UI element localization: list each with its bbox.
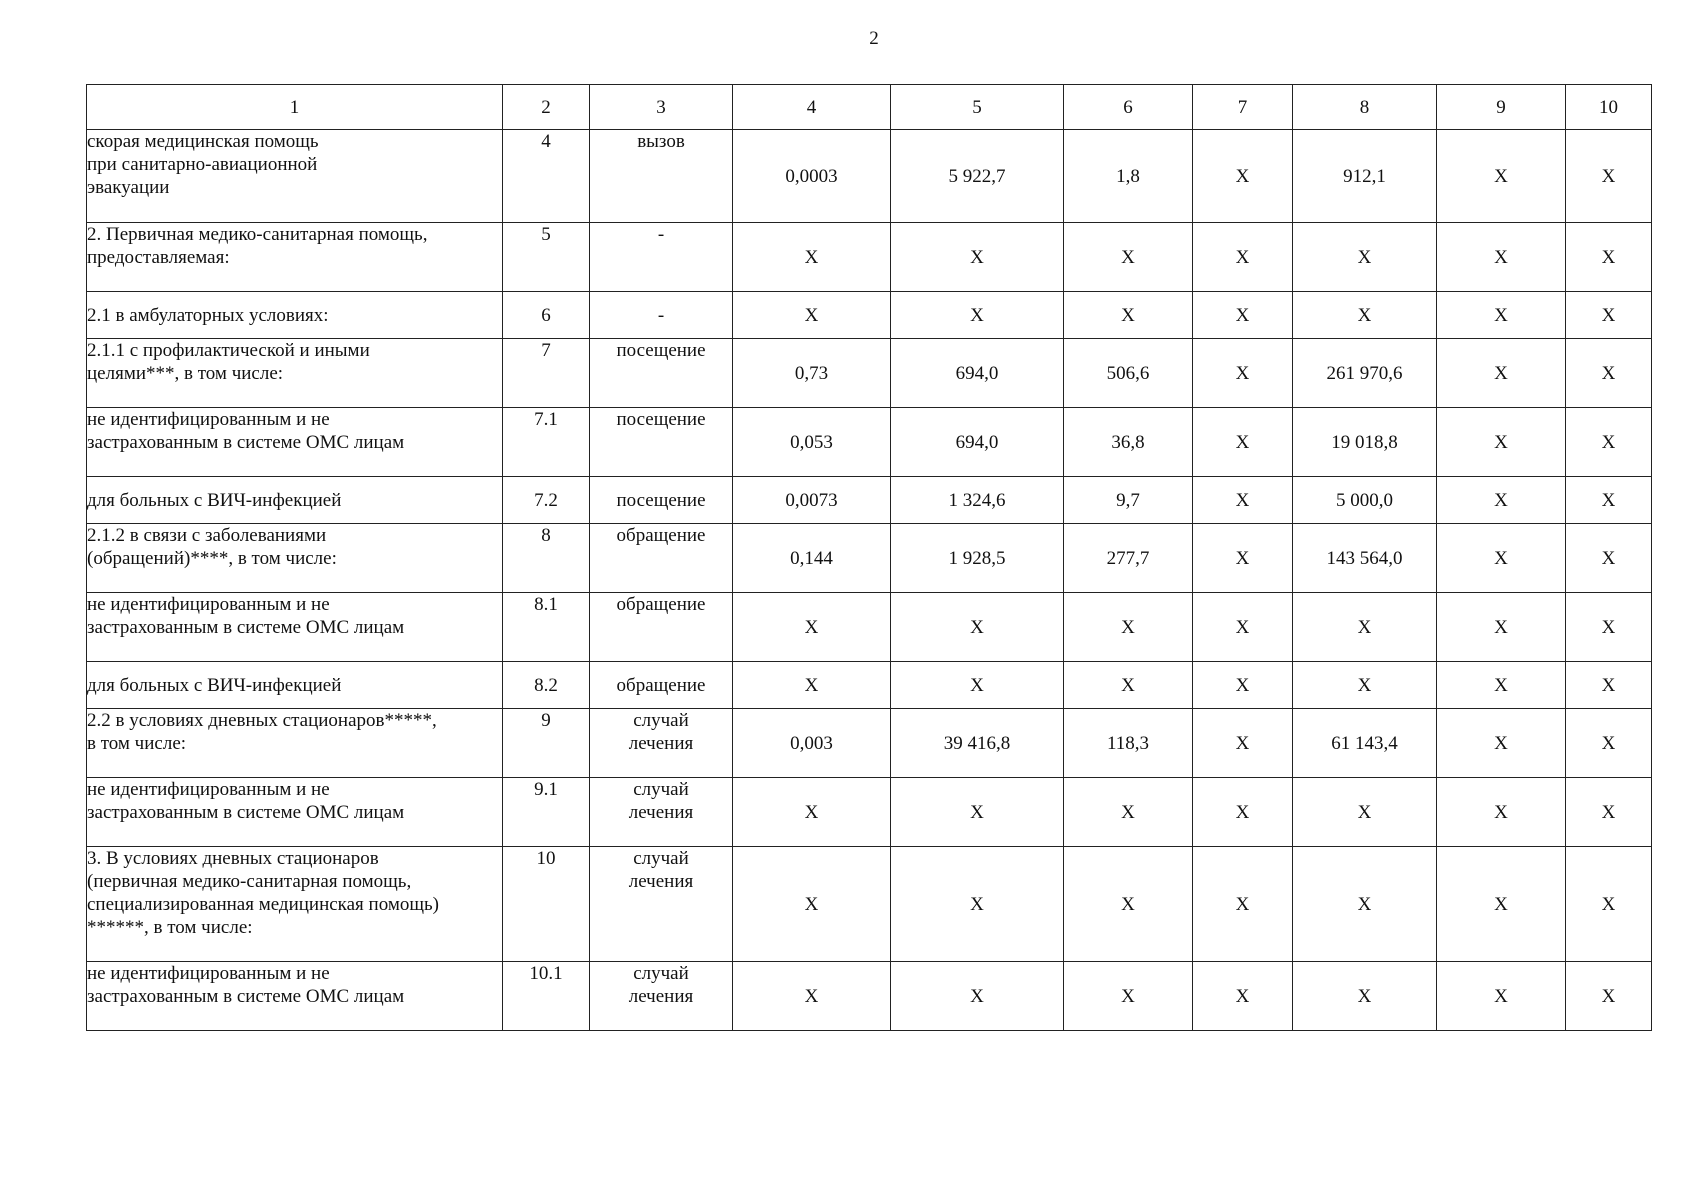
row-value-cell: Х [1193,962,1293,1031]
column-header: 8 [1293,85,1437,130]
row-name-cell: не идентифицированным и не застрахованным в системе ОМС лицам [87,778,503,847]
row-value-cell: Х [1193,130,1293,223]
row-value-cell: Х [733,223,891,292]
row-name-cell: 2. Первичная медико-санитарная помощь, предоставляемая: [87,223,503,292]
table-row [87,847,1652,962]
row-value-cell: 0,0003 [733,130,891,223]
table-body [87,130,1652,1031]
row-value-cell: Х [733,962,891,1031]
header-row [87,85,1652,130]
table-row [87,778,1652,847]
row-value-cell: 19 018,8 [1293,408,1437,477]
row-code-cell: 7 [503,339,590,408]
row-value-cell: Х [1566,662,1652,709]
row-value-cell: Х [1437,709,1566,778]
column-header: 4 [733,85,891,130]
row-unit-cell: случай лечения [590,709,733,778]
row-value-cell: 61 143,4 [1293,709,1437,778]
row-value-cell: Х [1193,709,1293,778]
row-value-cell: Х [1566,339,1652,408]
row-code-cell: 6 [503,292,590,339]
row-value-cell: Х [733,778,891,847]
row-value-cell: Х [1193,477,1293,524]
row-value-cell: Х [1437,778,1566,847]
row-value-cell: Х [1293,778,1437,847]
row-value-cell: 5 000,0 [1293,477,1437,524]
table-row [87,408,1652,477]
row-value-cell: Х [733,292,891,339]
row-unit-cell: посещение [590,339,733,408]
row-value-cell: Х [891,847,1064,962]
row-name-cell: 2.2 в условиях дневных стационаров*****, в том числе: [87,709,503,778]
row-value-cell: Х [1566,477,1652,524]
row-value-cell: 0,003 [733,709,891,778]
row-value-cell: Х [1064,962,1193,1031]
row-unit-cell: обращение [590,524,733,593]
row-name-cell: 2.1.2 в связи с заболеваниями (обращений)****, в том числе: [87,524,503,593]
row-code-cell: 8 [503,524,590,593]
row-value-cell: 1 324,6 [891,477,1064,524]
row-value-cell: 0,73 [733,339,891,408]
row-value-cell: Х [1566,962,1652,1031]
row-value-cell: Х [1437,593,1566,662]
table-row [87,223,1652,292]
row-code-cell: 7.1 [503,408,590,477]
row-code-cell: 10 [503,847,590,962]
row-value-cell: Х [891,292,1064,339]
row-value-cell: Х [891,662,1064,709]
row-unit-cell: обращение [590,662,733,709]
column-header: 6 [1064,85,1193,130]
row-value-cell: Х [1193,593,1293,662]
row-value-cell: 0,144 [733,524,891,593]
row-value-cell: Х [1293,593,1437,662]
row-value-cell: Х [1064,778,1193,847]
row-value-cell: 9,7 [1064,477,1193,524]
row-value-cell: 36,8 [1064,408,1193,477]
row-value-cell: 1 928,5 [891,524,1064,593]
row-value-cell: 0,0073 [733,477,891,524]
row-unit-cell: случай лечения [590,778,733,847]
row-code-cell: 9 [503,709,590,778]
row-value-cell: 0,053 [733,408,891,477]
row-unit-cell: вызов [590,130,733,223]
row-unit-cell: случай лечения [590,962,733,1031]
row-unit-cell: - [590,292,733,339]
row-value-cell: Х [1437,292,1566,339]
row-name-cell: для больных с ВИЧ-инфекцией [87,477,503,524]
row-value-cell: Х [1064,662,1193,709]
row-value-cell: 118,3 [1064,709,1193,778]
row-value-cell: 277,7 [1064,524,1193,593]
row-value-cell: Х [1566,524,1652,593]
row-value-cell: Х [1437,477,1566,524]
table-row [87,962,1652,1031]
table-row [87,477,1652,524]
column-header: 3 [590,85,733,130]
row-value-cell: 39 416,8 [891,709,1064,778]
row-value-cell: 261 970,6 [1293,339,1437,408]
row-name-cell: 2.1.1 с профилактической и иными целями***, в том числе: [87,339,503,408]
row-value-cell: Х [891,593,1064,662]
row-value-cell: Х [1193,408,1293,477]
row-name-cell: 3. В условиях дневных стационаров (первичная медико-санитарная помощь, специализированная медицинская помощь) ******, в том числе: [87,847,503,962]
row-value-cell: Х [733,593,891,662]
row-unit-cell: посещение [590,477,733,524]
row-value-cell: Х [1064,292,1193,339]
row-value-cell: Х [1437,408,1566,477]
row-value-cell: Х [1193,524,1293,593]
row-name-cell: для больных с ВИЧ-инфекцией [87,662,503,709]
column-header: 5 [891,85,1064,130]
row-value-cell: 912,1 [1293,130,1437,223]
row-value-cell: Х [733,662,891,709]
table-row [87,292,1652,339]
row-unit-cell: случай лечения [590,847,733,962]
row-name-cell: не идентифицированным и не застрахованным в системе ОМС лицам [87,962,503,1031]
column-header: 10 [1566,85,1652,130]
table-row [87,593,1652,662]
row-value-cell: 143 564,0 [1293,524,1437,593]
table-row [87,524,1652,593]
row-value-cell: Х [1437,662,1566,709]
row-name-cell: скорая медицинская помощь при санитарно-авиационной эвакуации [87,130,503,223]
row-value-cell: 1,8 [1064,130,1193,223]
row-value-cell: Х [1437,962,1566,1031]
column-header: 9 [1437,85,1566,130]
row-value-cell: Х [1293,223,1437,292]
row-code-cell: 8.2 [503,662,590,709]
row-value-cell: Х [733,847,891,962]
row-unit-cell: обращение [590,593,733,662]
row-code-cell: 8.1 [503,593,590,662]
row-value-cell: Х [1566,847,1652,962]
row-name-cell: не идентифицированным и не застрахованным в системе ОМС лицам [87,408,503,477]
row-value-cell: Х [1193,339,1293,408]
row-value-cell: Х [1566,593,1652,662]
row-value-cell: Х [1193,292,1293,339]
row-value-cell: Х [1566,778,1652,847]
row-value-cell: Х [1193,662,1293,709]
row-unit-cell: посещение [590,408,733,477]
row-value-cell: Х [1566,130,1652,223]
row-value-cell: Х [1566,408,1652,477]
row-value-cell: Х [1437,339,1566,408]
row-code-cell: 5 [503,223,590,292]
row-value-cell: Х [1437,223,1566,292]
row-name-cell: 2.1 в амбулаторных условиях: [87,292,503,339]
row-value-cell: Х [1566,223,1652,292]
row-value-cell: Х [891,778,1064,847]
row-value-cell: 5 922,7 [891,130,1064,223]
column-header: 2 [503,85,590,130]
row-value-cell: Х [1293,962,1437,1031]
row-code-cell: 10.1 [503,962,590,1031]
table-row [87,709,1652,778]
row-code-cell: 4 [503,130,590,223]
row-value-cell: Х [1566,292,1652,339]
row-value-cell: Х [1193,778,1293,847]
row-value-cell: Х [1064,593,1193,662]
table-row [87,130,1652,223]
row-value-cell: Х [1566,709,1652,778]
row-value-cell: 694,0 [891,408,1064,477]
row-value-cell: Х [1293,847,1437,962]
row-value-cell: Х [1293,292,1437,339]
row-value-cell: Х [1064,223,1193,292]
table-row [87,339,1652,408]
row-value-cell: Х [1437,524,1566,593]
row-name-cell: не идентифицированным и не застрахованным в системе ОМС лицам [87,593,503,662]
column-header: 7 [1193,85,1293,130]
row-value-cell: Х [1193,847,1293,962]
row-value-cell: 694,0 [891,339,1064,408]
data-table [86,84,1652,1031]
row-value-cell: Х [891,223,1064,292]
row-value-cell: Х [1437,847,1566,962]
row-code-cell: 7.2 [503,477,590,524]
column-header: 1 [87,85,503,130]
row-value-cell: Х [1437,130,1566,223]
row-value-cell: Х [1064,847,1193,962]
row-value-cell: Х [891,962,1064,1031]
row-value-cell: Х [1193,223,1293,292]
page-number: 2 [869,28,879,49]
row-unit-cell: - [590,223,733,292]
table-row [87,662,1652,709]
row-value-cell: Х [1293,662,1437,709]
row-value-cell: 506,6 [1064,339,1193,408]
row-code-cell: 9.1 [503,778,590,847]
